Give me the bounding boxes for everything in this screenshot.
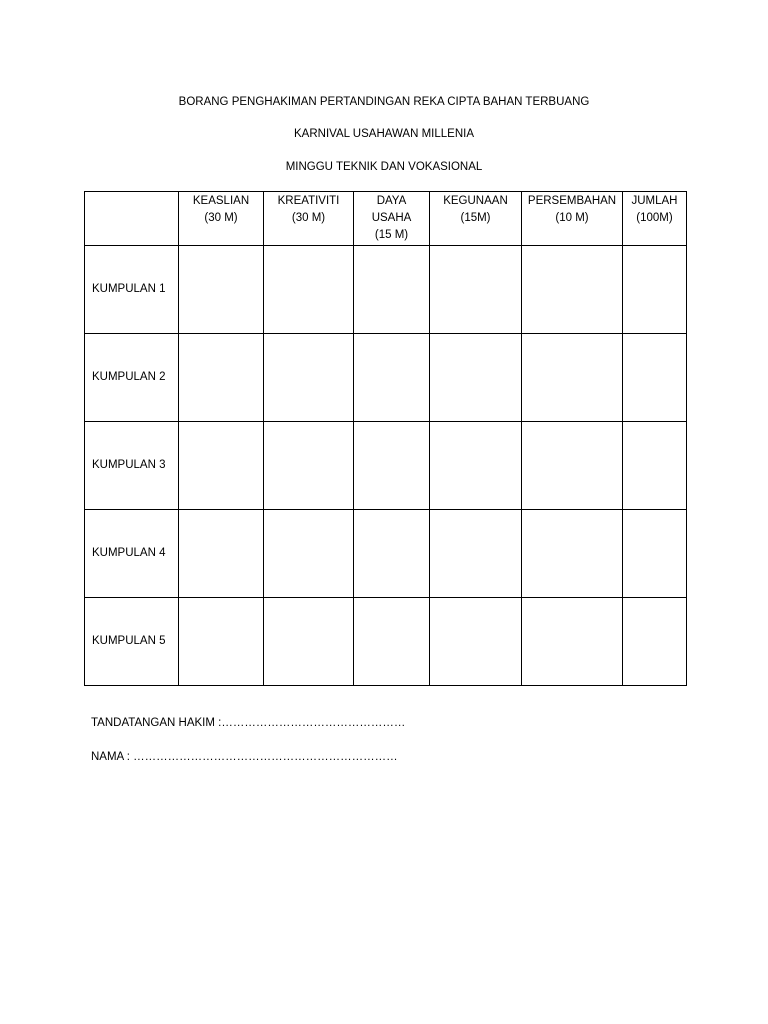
column-header-jumlah: [623, 192, 687, 246]
score-cell[interactable]: [354, 598, 430, 686]
header-text: DAYA: [376, 195, 407, 207]
header-marks: (15 M): [374, 229, 409, 241]
row-label: KUMPULAN 2: [85, 334, 179, 422]
column-header-persembahan: [522, 192, 623, 246]
score-cell[interactable]: [522, 246, 623, 334]
column-header-kreativiti: [264, 192, 354, 246]
header-marks: (100M): [636, 212, 673, 224]
score-cell[interactable]: [354, 422, 430, 510]
header-text: KEGUNAAN: [443, 195, 508, 207]
header-text: USAHA: [371, 212, 412, 224]
score-cell[interactable]: [522, 510, 623, 598]
table-header: [85, 192, 687, 246]
header-row: [85, 192, 687, 246]
score-cell[interactable]: [430, 422, 522, 510]
total-cell[interactable]: [623, 334, 687, 422]
table-row: [85, 334, 687, 422]
row-label: KUMPULAN 4: [85, 510, 179, 598]
score-cell[interactable]: [264, 510, 354, 598]
score-cell[interactable]: [354, 246, 430, 334]
score-cell[interactable]: [522, 422, 623, 510]
score-cell[interactable]: [179, 246, 264, 334]
header-text: KEASLIAN: [192, 195, 250, 207]
column-header-kegunaan: [430, 192, 522, 246]
score-cell[interactable]: [264, 246, 354, 334]
header-text: JUMLAH: [631, 195, 678, 207]
score-cell[interactable]: [179, 422, 264, 510]
score-cell[interactable]: [354, 334, 430, 422]
table-row: [85, 422, 687, 510]
score-cell[interactable]: [264, 422, 354, 510]
row-label: KUMPULAN 3: [85, 422, 179, 510]
score-cell[interactable]: [430, 246, 522, 334]
form-title: BORANG PENGHAKIMAN PERTANDINGAN REKA CIPTA BAHAN TERBUANG: [178, 96, 590, 108]
score-cell[interactable]: [354, 510, 430, 598]
score-cell[interactable]: [430, 510, 522, 598]
total-cell[interactable]: [623, 246, 687, 334]
score-cell[interactable]: [179, 598, 264, 686]
event-title: KARNIVAL USAHAWAN MILLENIA: [294, 128, 474, 140]
judging-table: [84, 191, 687, 686]
header-text: PERSEMBAHAN: [527, 195, 617, 207]
row-label: KUMPULAN 1: [85, 246, 179, 334]
score-cell[interactable]: [430, 334, 522, 422]
header-marks: (30 M): [204, 212, 238, 224]
event-subtitle: MINGGU TEKNIK DAN VOKASIONAL: [285, 161, 483, 173]
column-header-daya-usaha: [354, 192, 430, 246]
header-marks: (30 M): [291, 212, 326, 224]
score-cell[interactable]: [522, 334, 623, 422]
score-cell[interactable]: [179, 334, 264, 422]
score-cell[interactable]: [522, 598, 623, 686]
total-cell[interactable]: [623, 598, 687, 686]
header-corner-cell: [85, 192, 179, 246]
total-cell[interactable]: [623, 422, 687, 510]
score-cell[interactable]: [264, 334, 354, 422]
header-marks: (15M): [460, 212, 491, 224]
table-body: [85, 246, 687, 686]
judge-signature-line[interactable]: TANDATANGAN HAKIM :…………………………………………: [91, 717, 406, 729]
table-row: [85, 510, 687, 598]
judge-name-line[interactable]: NAMA : ……………………………………………………………: [91, 751, 398, 763]
score-cell[interactable]: [264, 598, 354, 686]
table-row: [85, 246, 687, 334]
score-cell[interactable]: [430, 598, 522, 686]
header-marks: (10 M): [555, 212, 589, 224]
column-header-keaslian: [179, 192, 264, 246]
table-row: [85, 598, 687, 686]
total-cell[interactable]: [623, 510, 687, 598]
row-label: KUMPULAN 5: [85, 598, 179, 686]
header-text: KREATIVITI: [277, 195, 340, 207]
score-cell[interactable]: [179, 510, 264, 598]
